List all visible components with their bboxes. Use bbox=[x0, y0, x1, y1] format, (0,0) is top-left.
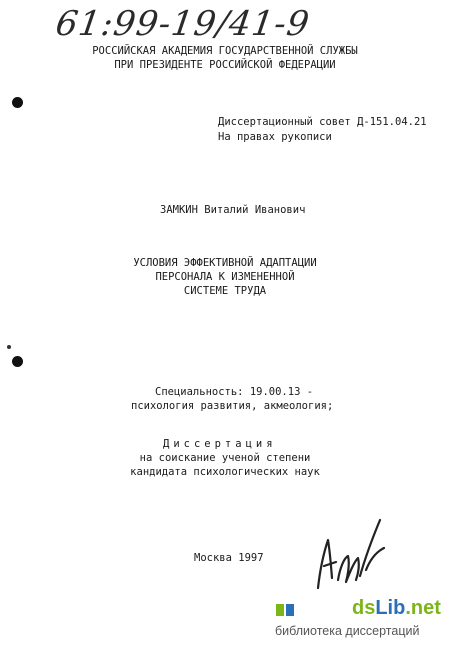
degree-line-2: кандидата психологических наук bbox=[130, 466, 320, 478]
punch-hole-mark bbox=[12, 97, 23, 108]
city-and-year: Москва 1997 bbox=[194, 552, 264, 564]
dslib-logo bbox=[352, 597, 441, 620]
handwritten-signature bbox=[310, 500, 390, 600]
handwritten-catalog-number: 61:99-19/41-9 bbox=[53, 4, 313, 44]
logo-lib: Lib bbox=[375, 597, 406, 619]
institution-line-1: РОССИЙСКАЯ АКАДЕМИЯ ГОСУДАРСТВЕННОЙ СЛУЖБЫ bbox=[92, 45, 358, 57]
scan-mark bbox=[7, 345, 11, 349]
author-name: ЗАМКИН Виталий Иванович bbox=[160, 204, 306, 216]
thesis-title-line-1: УСЛОВИЯ ЭФФЕКТИВНОЙ АДАПТАЦИИ bbox=[133, 257, 317, 269]
council-number: Диссертационный совет Д-151.04.21 bbox=[218, 116, 427, 128]
dslib-watermark bbox=[275, 596, 450, 647]
thesis-title-line-3: СИСТЕМЕ ТРУДА bbox=[183, 285, 267, 297]
document-type: Диссертация bbox=[163, 438, 277, 450]
dslib-subtitle: библиотека диссертаций bbox=[275, 624, 420, 638]
institution-line-2: ПРИ ПРЕЗИДЕНТЕ РОССИЙСКОЙ ФЕДЕРАЦИИ bbox=[114, 59, 336, 71]
book-icon bbox=[275, 602, 295, 618]
punch-hole-mark bbox=[12, 356, 23, 367]
specialty-name: психология развития, акмеология; bbox=[131, 400, 334, 412]
manuscript-rights: На правах рукописи bbox=[218, 131, 332, 143]
specialty-code: Специальность: 19.00.13 - bbox=[155, 386, 314, 398]
logo-net: .net bbox=[405, 597, 441, 619]
logo-ds: ds bbox=[352, 597, 376, 619]
degree-line-1: на соискание ученой степени bbox=[139, 452, 311, 464]
thesis-title-line-2: ПЕРСОНАЛА К ИЗМЕНЕННОЙ bbox=[155, 271, 295, 283]
